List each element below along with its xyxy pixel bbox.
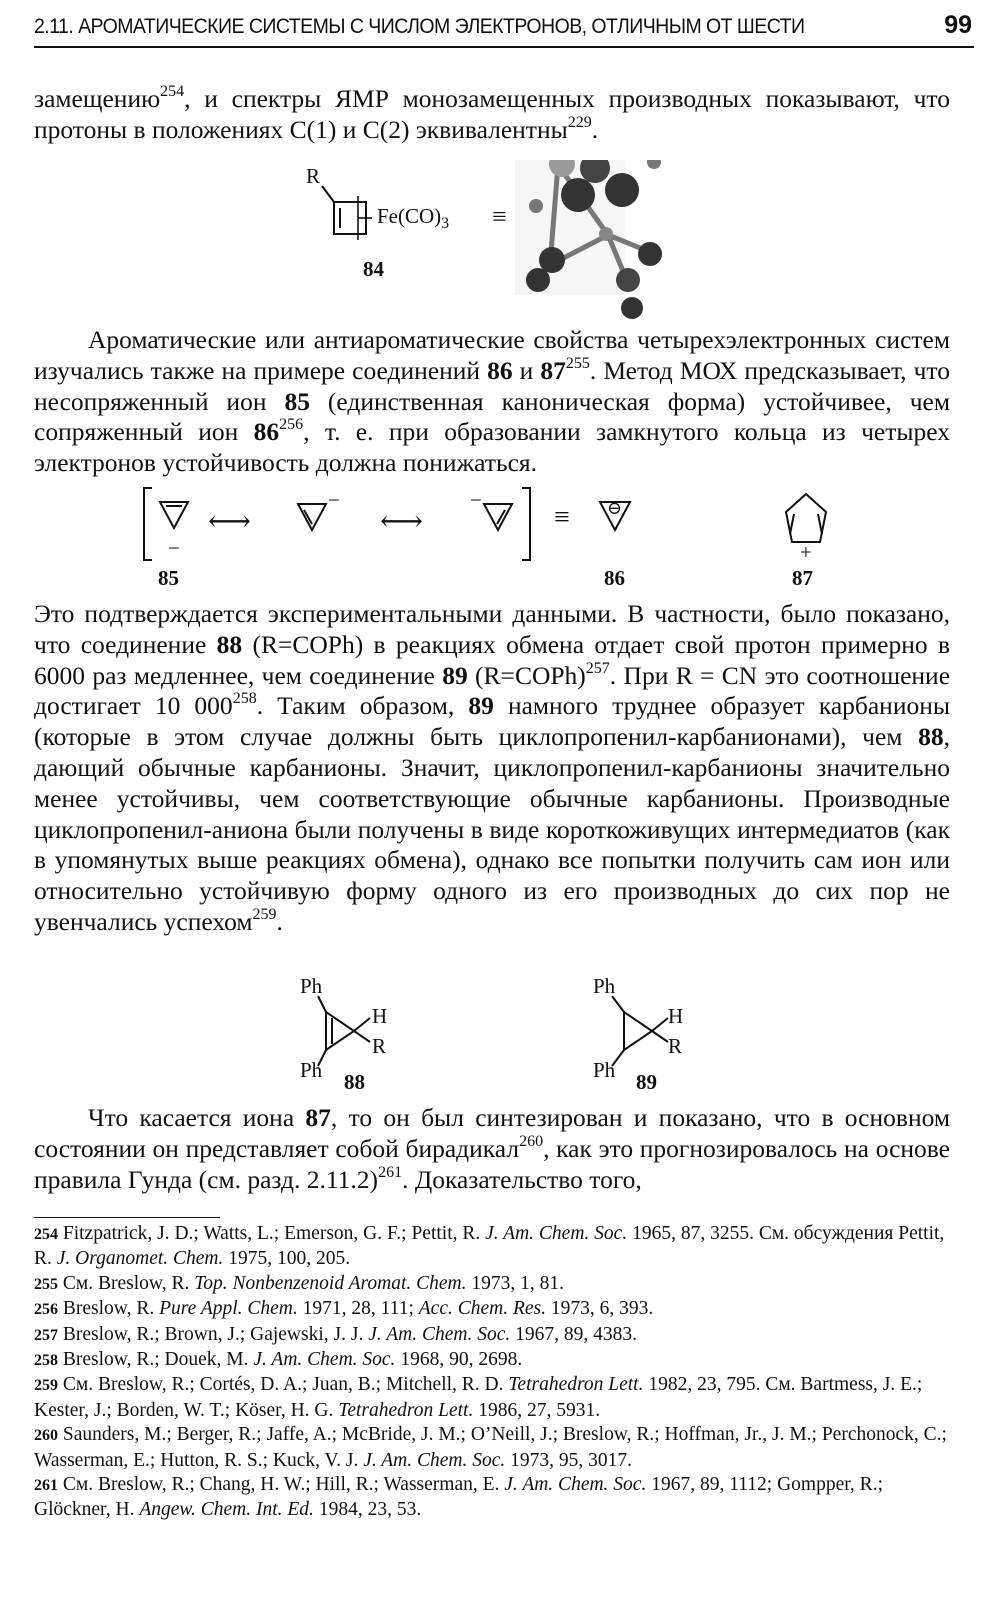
cyclopropenyl-ring xyxy=(484,504,512,530)
footnote-259 xyxy=(34,1373,954,1423)
h-label: H xyxy=(668,1004,684,1028)
compound-ref: 87 xyxy=(305,1103,331,1132)
footnote-text: 1965, 87, 3255. См. обсуждения Pettit, R. xyxy=(34,1223,945,1270)
footnote-text: 1967, 89, 4383. xyxy=(510,1323,638,1345)
footnote-text: 1967, 89, 1112; Gompper, R.; Glöckner, H. xyxy=(34,1474,883,1521)
footnote-260 xyxy=(34,1423,954,1473)
journal-title: J. Am. Chem. Soc. xyxy=(368,1323,511,1345)
ref: 259 xyxy=(252,905,277,923)
journal-title: J. Am. Chem. Soc. xyxy=(485,1223,628,1244)
footnote-text: См. Breslow, R. xyxy=(62,1272,195,1294)
cyclopentadienyl-ring xyxy=(786,494,826,542)
atom xyxy=(526,268,550,292)
minus-sign: − xyxy=(168,536,180,560)
footnote-text: 1984, 23, 53. xyxy=(313,1499,422,1521)
footnote-257 xyxy=(34,1323,954,1348)
ref-254: 254 xyxy=(160,83,185,100)
text: . xyxy=(276,906,283,936)
footnote-text: Breslow, R.; Douek, M. xyxy=(62,1349,254,1371)
atom xyxy=(529,199,543,213)
text: . Таким образом, xyxy=(256,691,469,721)
footnote-number: 256 xyxy=(34,1301,58,1319)
journal-title: Pure Appl. Chem. xyxy=(159,1298,298,1320)
footnote-number: 258 xyxy=(34,1352,58,1370)
compound-ref: 87 xyxy=(540,355,566,385)
text: Ароматические или антиароматические свойства четырехэлектронных систем изучались также на примере соединений xyxy=(34,325,950,385)
compound-ref: 89 xyxy=(468,691,494,721)
footnote-text: Breslow, R.; Brown, J.; Gajewski, J. J. xyxy=(62,1323,369,1345)
atom xyxy=(599,227,613,241)
figure-84 xyxy=(300,160,680,320)
compound-ref: 89 xyxy=(442,660,468,690)
text: , то он был синтезирован и показано, что в основном состоянии он представляет собой бирадикал xyxy=(34,1103,950,1163)
compound-number-86: 86 xyxy=(604,566,625,590)
footnotes xyxy=(34,1222,954,1523)
footnote-text: См. Breslow, R.; Cortés, D. A.; Juan, B.; Mitchell, R. D. xyxy=(62,1374,509,1396)
journal-title: Tetrahedron Lett. xyxy=(508,1374,644,1396)
cyclopropenyl-ring xyxy=(298,504,326,530)
footnote-text: 1973, 6, 393. xyxy=(546,1298,654,1320)
negative-charge: ⊖ xyxy=(607,498,623,518)
ball-and-stick-model xyxy=(515,160,662,319)
running-header xyxy=(34,6,974,48)
resonance-arrow: ⟷ xyxy=(380,505,424,538)
journal-title: Top. Nonbenzenoid Aromat. Chem. xyxy=(194,1272,467,1294)
page-number: 99 xyxy=(944,11,972,39)
text: (R=COPh) xyxy=(467,660,586,690)
footnote-258 xyxy=(34,1348,954,1373)
text: (единственная каноническая форма) устойчивее, чем сопряженный ион xyxy=(34,386,950,447)
resonance-arrow: ⟷ xyxy=(208,505,252,538)
cyclopropene-ring-88 xyxy=(326,1012,354,1050)
atom xyxy=(638,242,662,266)
fe-co3-label xyxy=(377,204,450,232)
plus-sign: + xyxy=(800,540,812,564)
footnote-text: 1973, 95, 3017. xyxy=(505,1449,633,1471)
footnote-divider xyxy=(34,1217,220,1218)
minus-sign: − xyxy=(328,488,340,512)
text: Fe(CO) xyxy=(377,204,442,228)
h-label: H xyxy=(372,1004,388,1028)
footnote-number: 261 xyxy=(34,1477,58,1495)
journal-title: J. Am. Chem. Soc. xyxy=(253,1349,396,1371)
text: , дающий обычные карбанионы. Значит, циклопропенил-карбанионы значительно менее устойчивы, чем соответствующие обычные карбанионы. Производные циклопропенил-аниона были получены в виде короткоживущих интермедиатов (как в упомянутых выше реакциях обмена), однако все попытки получить сам ион или относительно устойчивую форму одного из его производных до сих пор не увенчались успехом xyxy=(34,722,950,936)
footnote-text: 1986, 27, 5931. xyxy=(473,1399,601,1421)
r-label: R xyxy=(306,164,321,188)
journal-title: Tetrahedron Lett. xyxy=(338,1399,474,1421)
ref-229: 229 xyxy=(567,113,592,131)
text: замещению xyxy=(34,84,161,113)
atom xyxy=(561,178,595,212)
text: и xyxy=(512,355,541,385)
text: . Метод МОХ предсказывает, что несопряженный ион xyxy=(34,355,950,416)
ref: 258 xyxy=(232,690,257,708)
footnote-text: Saunders, M.; Berger, R.; Jaffe, A.; McBride, J. M.; O’Neill, J.; Breslow, R.; Hoffman, Jr., J. M.; Perchonock, C.; Wasserman, E.; Hutton, R. S.; Kuck, V. J. xyxy=(34,1424,947,1471)
atom xyxy=(605,173,639,207)
figure-88-89 xyxy=(290,974,710,1092)
text: Это подтверждается экспериментальными данными. В частности, было показано, что соединение xyxy=(34,599,950,659)
ph-label: Ph xyxy=(593,1058,616,1082)
ref: 261 xyxy=(378,1163,403,1181)
compound-ref: 85 xyxy=(284,386,310,416)
atom xyxy=(621,297,643,319)
ph-label: Ph xyxy=(593,974,616,998)
text: , т. е. при образовании замкнутого кольца из четырех электронов устойчивость должна понижаться. xyxy=(34,417,950,478)
bracket-right xyxy=(522,488,530,560)
text: . Доказательство того, xyxy=(402,1164,642,1194)
footnote-254 xyxy=(34,1222,954,1272)
atom xyxy=(647,160,661,169)
journal-title: Acc. Chem. Res. xyxy=(418,1298,546,1320)
paragraph-2 xyxy=(34,325,950,479)
text: , и спектры ЯМР монозамещенных производных показывают, что протоны в положениях С(1) и С(2) эквивалентны xyxy=(34,84,950,144)
journal-title: Angew. Chem. Int. Ed. xyxy=(139,1499,314,1521)
r-label: R xyxy=(372,1034,387,1058)
resonance-scheme xyxy=(130,484,870,594)
minus-sign: − xyxy=(470,488,482,512)
journal-title: J. Am. Chem. Soc. xyxy=(363,1449,506,1471)
footnote-255 xyxy=(34,1272,954,1297)
footnote-text: Breslow, R. xyxy=(62,1298,160,1320)
footnote-text: См. Breslow, R.; Chang, H. W.; Hill, R.; Wasserman, E. xyxy=(62,1474,505,1496)
compound-ref: 86 xyxy=(487,355,513,385)
text: намного труднее образует карбанионы (которые в этом случае должны быть циклопропенил-карбанионами), чем xyxy=(34,691,950,752)
footnote-number: 255 xyxy=(34,1275,58,1293)
subscript: 3 xyxy=(441,215,450,232)
text: . При R = CN это соотношение достигает 10 000 xyxy=(34,660,951,721)
ph-label: Ph xyxy=(300,974,323,998)
r-bond xyxy=(322,186,334,202)
compound-number-88: 88 xyxy=(344,1070,365,1094)
paragraph-1 xyxy=(34,84,950,146)
r-label: R xyxy=(668,1034,683,1058)
cyclobutadiene-iron-structure xyxy=(300,160,680,320)
paragraph-4 xyxy=(34,1103,950,1195)
footnote-261 xyxy=(34,1473,954,1523)
compound-number-84: 84 xyxy=(363,257,384,281)
ref: 255 xyxy=(565,354,590,372)
footnote-text: 1973, 1, 81. xyxy=(466,1272,565,1294)
footnote-256 xyxy=(34,1297,954,1322)
section-title: 2.11. АРОМАТИЧЕСКИЕ СИСТЕМЫ С ЧИСЛОМ ЭЛЕКТРОНОВ, ОТЛИЧНЫМ ОТ ШЕСТИ xyxy=(34,15,805,38)
footnote-number: 254 xyxy=(34,1226,58,1243)
text: . xyxy=(591,114,599,144)
equiv-sign: ≡ xyxy=(554,502,570,533)
scheme-85-86-87 xyxy=(130,484,870,594)
footnote-number: 259 xyxy=(34,1377,58,1395)
compound-number-87: 87 xyxy=(792,566,813,590)
footnote-text: 1968, 90, 2698. xyxy=(395,1349,523,1371)
ref: 260 xyxy=(519,1132,544,1150)
ref: 257 xyxy=(585,659,610,677)
compound-number-85: 85 xyxy=(158,566,179,590)
compound-ref: 88 xyxy=(918,722,944,752)
footnote-text: Fitzpatrick, J. D.; Watts, L.; Emerson, G. F.; Pettit, R. xyxy=(62,1223,486,1244)
equiv-sign: ≡ xyxy=(492,202,507,231)
text: , как это прогнозировалось на основе правила Гунда (см. разд. 2.11.2) xyxy=(34,1133,950,1194)
journal-title: J. Am. Chem. Soc. xyxy=(504,1474,647,1496)
paragraph-3 xyxy=(34,599,950,938)
footnote-text: 1975, 100, 205. xyxy=(223,1248,351,1270)
footnote-number: 257 xyxy=(34,1326,58,1344)
compound-ref: 86 xyxy=(253,417,280,447)
journal-title: J. Organomet. Chem. xyxy=(56,1248,224,1270)
text: Что касается иона xyxy=(88,1103,306,1132)
atom xyxy=(616,268,640,292)
ph-label: Ph xyxy=(300,1058,323,1082)
cyclopropane-ring-89 xyxy=(624,1012,652,1050)
footnote-text: 1971, 28, 111; xyxy=(297,1298,419,1320)
footnote-text: 1982, 23, 795. См. Bartmess, J. E.; Kester, J.; Borden, W. T.; Köser, H. G. xyxy=(34,1374,923,1421)
compound-number-89: 89 xyxy=(636,1070,657,1094)
bracket-left xyxy=(144,488,152,560)
ref: 256 xyxy=(279,416,304,434)
footnote-number: 260 xyxy=(34,1427,58,1445)
compound-ref: 88 xyxy=(216,629,243,659)
text: (R=COPh) в реакциях обмена отдает свой протон примерно в 6000 раз медленнее, чем соединение xyxy=(34,629,950,690)
